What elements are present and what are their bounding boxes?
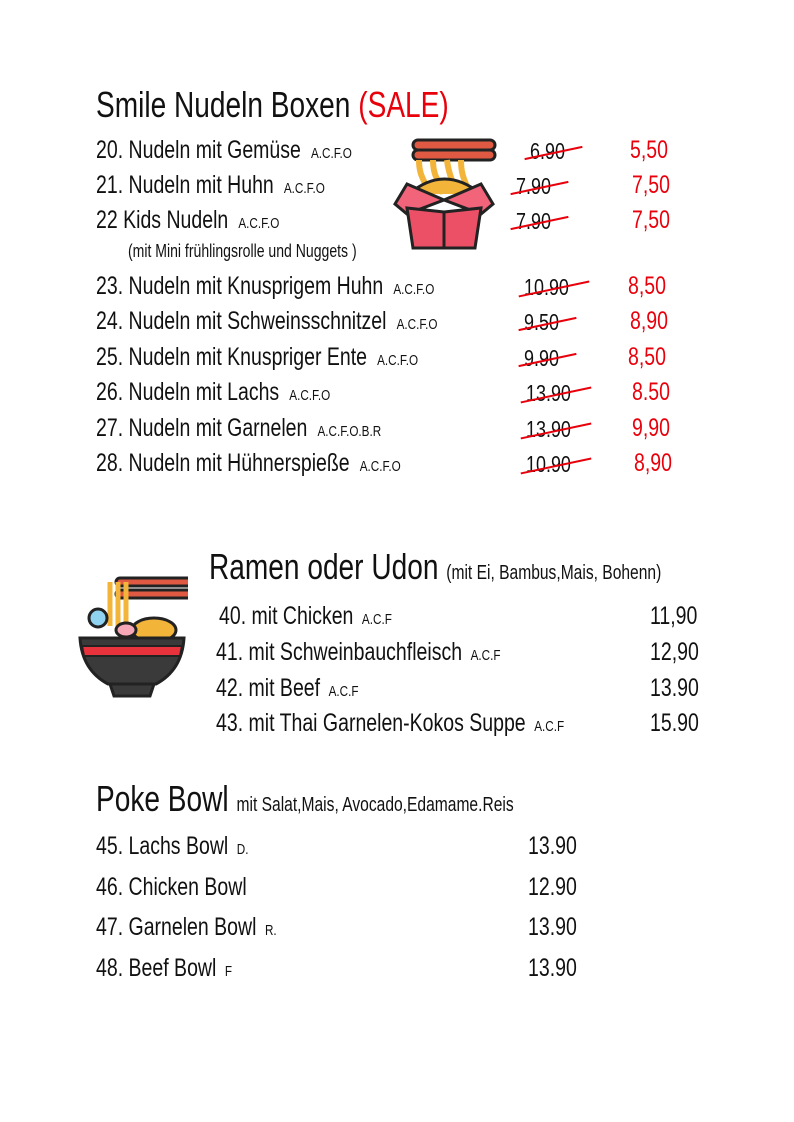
ramen-item-name [216, 674, 399, 703]
item-title: 21. Nudeln mit Huhn [96, 171, 274, 199]
item-title: 25. Nudeln mit Knuspriger Ente [96, 343, 367, 371]
ramen-section-title [209, 546, 789, 588]
price-value: 13.90 [528, 832, 577, 860]
allergen-codes: D. [236, 841, 249, 858]
sale-price [628, 272, 677, 301]
price-value: 11,90 [650, 602, 698, 630]
allergen-codes: A.C.F.O [289, 387, 331, 404]
item-title: 23. Nudeln mit Knusprigem Huhn [96, 272, 384, 300]
ramen-item-name [216, 709, 662, 738]
item-title: 22 Kids Nudeln [96, 206, 229, 234]
menu-item-name [96, 307, 534, 336]
sale-price-value: 8.50 [632, 378, 670, 406]
menu-item-name [96, 378, 396, 407]
allergen-codes: A.C.F.O [283, 180, 325, 197]
ramen-subtitle: (mit Ei, Bambus,Mais, Bohenn) [446, 562, 662, 584]
item-title: 40. mit Chicken [219, 602, 354, 630]
old-price [524, 274, 582, 301]
sale-price-value: 8,50 [628, 343, 666, 371]
ramen-item-name [216, 638, 581, 667]
sale-price [628, 343, 677, 372]
sale-badge: (SALE) [358, 84, 449, 125]
ramen-item-name [219, 602, 441, 631]
ramen-price [650, 602, 711, 631]
allergen-codes: A.C.F.O.B.R [317, 423, 382, 440]
nudeln-section-title [96, 84, 548, 126]
allergen-codes: A.C.F.O [359, 458, 401, 475]
sale-price [632, 171, 681, 200]
item-title: 46. Chicken Bowl [96, 873, 247, 901]
price-value: 15.90 [650, 709, 699, 737]
menu-item-name [96, 136, 424, 165]
sale-price-value: 9,90 [632, 414, 670, 442]
old-price [526, 416, 584, 443]
sale-price-value: 8,90 [634, 449, 672, 477]
price-value: 12,90 [650, 638, 699, 666]
sale-price [630, 307, 679, 336]
allergen-codes: A.C.F.O [238, 215, 280, 232]
allergen-codes: A.C.F.O [377, 352, 419, 369]
sale-price-value: 5,50 [630, 136, 668, 164]
poke-item-name [96, 913, 328, 942]
allergen-codes: A.C.F [534, 718, 565, 735]
sale-price-value: 8,50 [628, 272, 666, 300]
item-title: 48. Beef Bowl [96, 954, 217, 982]
ramen-price [650, 709, 713, 738]
allergen-codes: A.C.F.O [396, 316, 438, 333]
poke-subtitle: mit Salat,Mais, Avocado,Edamame.Reis [236, 794, 514, 816]
menu-item-name [96, 343, 509, 372]
ramen-price [650, 674, 713, 703]
old-price [526, 380, 584, 407]
menu-item-name [96, 414, 462, 443]
item-title: 41. mit Schweinbauchfleisch [216, 638, 463, 666]
poke-price [528, 913, 591, 942]
poke-item-name [96, 873, 293, 902]
menu-item-name [96, 206, 331, 235]
item-title: 45. Lachs Bowl [96, 832, 229, 860]
old-price-value: 9.90 [524, 345, 559, 371]
old-price [524, 345, 569, 372]
poke-price [528, 873, 591, 902]
allergen-codes: A.C.F [470, 647, 501, 664]
ramen-bowl-icon [76, 574, 188, 702]
poke-section-title [96, 778, 631, 820]
sale-price [632, 414, 681, 443]
price-value: 13.90 [528, 954, 577, 982]
poke-item-name [96, 954, 270, 983]
allergen-codes: F [224, 963, 233, 980]
allergen-codes: A.C.F [361, 611, 392, 628]
price-value: 13.90 [650, 674, 699, 702]
nudeln-title: Smile Nudeln Boxen [96, 84, 351, 125]
allergen-codes: A.C.F.O [310, 145, 352, 162]
old-price-value: 10.90 [524, 274, 569, 300]
item-title: 26. Nudeln mit Lachs [96, 378, 280, 406]
price-value: 13.90 [528, 913, 577, 941]
menu-item-name [96, 272, 530, 301]
item-title: 28. Nudeln mit Hühnerspieße [96, 449, 350, 477]
ramen-title: Ramen oder Udon [209, 546, 439, 587]
old-price-value: 6.90 [530, 138, 565, 164]
old-price-value: 7.90 [516, 208, 551, 234]
menu-item-name [96, 449, 487, 478]
item-title: 47. Garnelen Bowl [96, 913, 257, 941]
old-price-value: 13.90 [526, 380, 571, 406]
item-title: 43. mit Thai Garnelen-Kokos Suppe [216, 709, 526, 737]
old-price-value: 10.90 [526, 451, 571, 477]
sale-price [632, 378, 681, 407]
poke-price [528, 954, 591, 983]
old-price [516, 173, 561, 200]
poke-item-name [96, 832, 292, 861]
price-value: 12.90 [528, 873, 577, 901]
item-title: 24. Nudeln mit Schweinsschnitzel [96, 307, 387, 335]
old-price [526, 451, 584, 478]
sale-price-value: 7,50 [632, 206, 670, 234]
kids-note: (mit Mini frühlingsrolle und Nuggets ) [128, 241, 357, 261]
old-price-value: 9.50 [524, 309, 559, 335]
ramen-price [650, 638, 713, 667]
sale-price [632, 206, 681, 235]
old-price-value: 7.90 [516, 173, 551, 199]
allergen-codes: A.C.F.O [393, 281, 435, 298]
old-price [530, 138, 575, 165]
item-title: 27. Nudeln mit Garnelen [96, 414, 308, 442]
allergen-codes: A.C.F [328, 683, 359, 700]
sale-price-value: 8,90 [630, 307, 668, 335]
poke-title: Poke Bowl [96, 778, 229, 819]
sale-price-value: 7,50 [632, 171, 670, 199]
sale-price [630, 136, 679, 165]
item-title: 42. mit Beef [216, 674, 321, 702]
old-price [524, 309, 569, 336]
allergen-codes: R. [264, 922, 277, 939]
menu-item-name [96, 171, 389, 200]
old-price [516, 208, 561, 235]
old-price-value: 13.90 [526, 416, 571, 442]
sale-price [634, 449, 683, 478]
poke-price [528, 832, 591, 861]
item-title: 20. Nudeln mit Gemüse [96, 136, 301, 164]
